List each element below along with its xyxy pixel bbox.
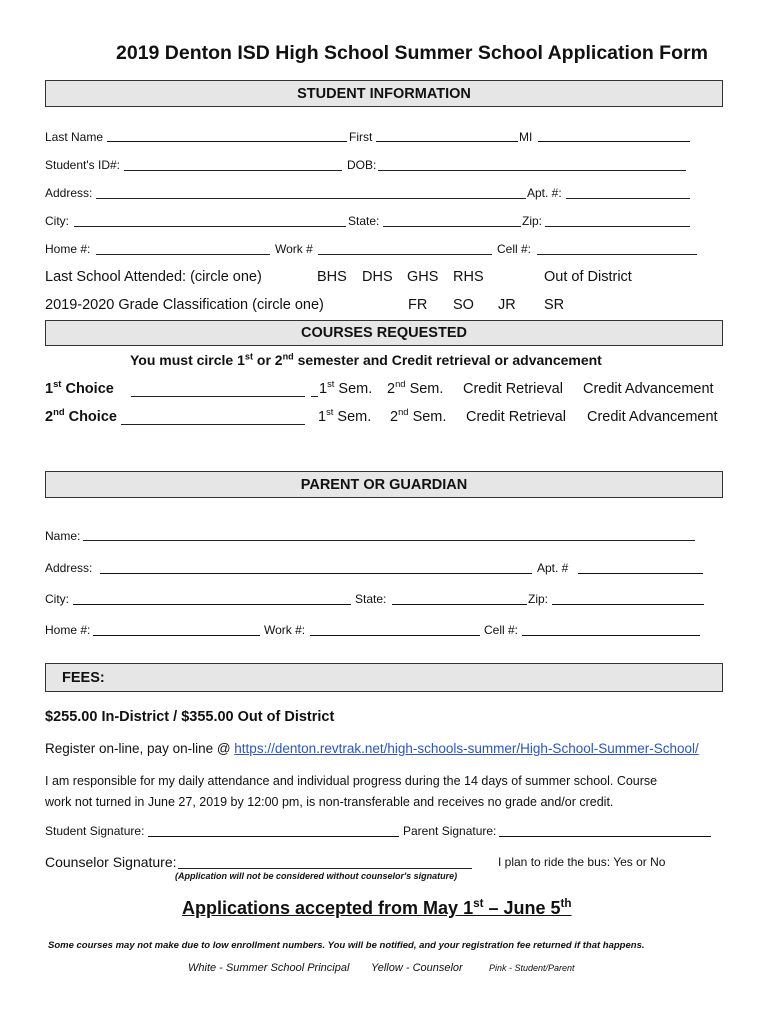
cell-phone-label: Cell #:	[497, 242, 532, 256]
applications-accepted: Applications accepted from May 1st – June 5th	[182, 897, 572, 918]
first-choice-credit-advancement[interactable]: Credit Advancement	[583, 381, 714, 397]
apt-label: Apt. #:	[527, 186, 562, 200]
parent-signature-label: Parent Signature:	[403, 824, 497, 838]
register-link[interactable]: https://denton.revtrak.net/high-schools-summer/High-School-Summer-School/	[234, 741, 699, 756]
address-field[interactable]	[96, 198, 526, 199]
parent-apt-field[interactable]	[578, 573, 703, 574]
bus-question[interactable]: I plan to ride the bus: Yes or No	[498, 855, 666, 869]
cell-phone-field[interactable]	[537, 254, 697, 255]
parent-home-label: Home #:	[45, 623, 91, 637]
register-text: Register on-line, pay on-line @	[45, 741, 235, 756]
apt-field[interactable]	[566, 198, 690, 199]
parent-state-label: State:	[355, 592, 387, 606]
fees-section-header	[45, 663, 723, 692]
first-choice-label: 1st Choice	[45, 378, 114, 397]
student-signature-label: Student Signature:	[45, 824, 145, 838]
second-choice-sem1-option[interactable]: 1st Sem.	[318, 406, 372, 425]
grade-label: 2019-2020 Grade Classification (circle one)	[45, 297, 324, 313]
copy-yellow: Yellow - Counselor	[371, 962, 463, 974]
parent-section-title: PARENT OR GUARDIAN	[300, 476, 468, 493]
last-name-field[interactable]	[107, 141, 347, 142]
zip-field[interactable]	[545, 226, 690, 227]
second-choice-label: 2nd Choice	[45, 406, 117, 425]
first-choice-field-tail	[311, 396, 318, 397]
parent-cell-field[interactable]	[522, 635, 700, 636]
parent-work-label: Work #:	[264, 623, 306, 637]
work-phone-label: Work #	[275, 242, 313, 256]
fees-amount: $255.00 In-District / $355.00 Out of District	[45, 709, 335, 725]
student-id-field[interactable]	[124, 170, 342, 171]
first-name-label: First	[349, 130, 373, 144]
school-option-out-of-district[interactable]: Out of District	[544, 269, 632, 285]
parent-state-field[interactable]	[392, 604, 527, 605]
counselor-note: (Application will not be considered without counselor's signature)	[175, 871, 458, 881]
page-title: 2019 Denton ISD High School Summer School Application Form	[116, 42, 708, 64]
parent-city-field[interactable]	[73, 604, 351, 605]
parent-zip-field[interactable]	[552, 604, 704, 605]
grade-option-so[interactable]: SO	[453, 297, 474, 313]
fees-section-title: FEES:	[62, 669, 105, 686]
school-option-bhs[interactable]: BHS	[317, 269, 347, 285]
first-choice-credit-retrieval[interactable]: Credit Retrieval	[463, 381, 563, 397]
first-choice-field[interactable]	[131, 396, 305, 397]
dob-label: DOB:	[347, 158, 377, 172]
school-option-ghs[interactable]: GHS	[407, 269, 439, 285]
parent-apt-label: Apt. #	[537, 561, 569, 575]
parent-address-field[interactable]	[100, 573, 532, 574]
city-label: City:	[45, 214, 69, 228]
second-choice-credit-advancement[interactable]: Credit Advancement	[587, 409, 718, 425]
last-school-label: Last School Attended: (circle one)	[45, 269, 262, 285]
parent-work-field[interactable]	[310, 635, 480, 636]
first-name-field[interactable]	[376, 141, 518, 142]
parent-zip-label: Zip:	[528, 592, 549, 606]
parent-home-field[interactable]	[93, 635, 260, 636]
copy-white: White - Summer School Principal	[188, 962, 350, 974]
grade-option-jr[interactable]: JR	[498, 297, 516, 313]
grade-option-sr[interactable]: SR	[544, 297, 565, 313]
counselor-signature-field[interactable]	[178, 868, 472, 869]
parent-name-label: Name:	[45, 529, 81, 543]
student-section-title: STUDENT INFORMATION	[297, 85, 471, 102]
counselor-signature-label: Counselor Signature:	[45, 854, 177, 870]
state-field[interactable]	[383, 226, 521, 227]
second-choice-sem2-option[interactable]: 2nd Sem.	[390, 406, 447, 425]
mi-label: MI	[519, 130, 533, 144]
dob-field[interactable]	[378, 170, 686, 171]
courses-instructions: You must circle 1st or 2nd semester and Credit retrieval or advancement	[130, 351, 602, 368]
copy-pink: Pink - Student/Parent	[489, 963, 575, 973]
state-label: State:	[348, 214, 380, 228]
second-choice-field[interactable]	[121, 424, 305, 425]
parent-section-header	[45, 471, 723, 498]
courses-section-header	[45, 320, 723, 346]
first-choice-sem2-option[interactable]: 2nd Sem.	[387, 378, 444, 397]
school-option-dhs[interactable]: DHS	[362, 269, 393, 285]
zip-label: Zip:	[522, 214, 543, 228]
enrollment-note: Some courses may not make due to low enrollment numbers. You will be notified, and your registration fee returned if that happens.	[48, 940, 645, 951]
second-choice-credit-retrieval[interactable]: Credit Retrieval	[466, 409, 566, 425]
parent-name-field[interactable]	[83, 540, 695, 541]
parent-cell-label: Cell #:	[484, 623, 519, 637]
parent-city-label: City:	[45, 592, 69, 606]
mi-field[interactable]	[538, 141, 690, 142]
first-choice-sem1-option[interactable]: 1st Sem.	[319, 378, 373, 397]
address-label: Address:	[45, 186, 93, 200]
city-field[interactable]	[74, 226, 346, 227]
student-section-header	[45, 80, 723, 107]
courses-section-title: COURSES REQUESTED	[301, 325, 467, 341]
home-phone-field[interactable]	[96, 254, 270, 255]
work-phone-field[interactable]	[318, 254, 492, 255]
responsibility-line-1: I am responsible for my daily attendance and individual progress during the 14 days of summer school. Course	[45, 774, 658, 788]
student-id-label: Student's ID#:	[45, 158, 120, 172]
student-signature-field[interactable]	[148, 836, 399, 837]
grade-option-fr[interactable]: FR	[408, 297, 428, 313]
home-phone-label: Home #:	[45, 242, 91, 256]
last-name-label: Last Name	[45, 130, 104, 144]
school-option-rhs[interactable]: RHS	[453, 269, 484, 285]
parent-signature-field[interactable]	[499, 836, 711, 837]
register-online	[45, 741, 699, 756]
parent-address-label: Address:	[45, 561, 93, 575]
responsibility-line-2: work not turned in June 27, 2019 by 12:00 pm, is non-transferable and receives no grade and/or credit.	[45, 795, 614, 809]
